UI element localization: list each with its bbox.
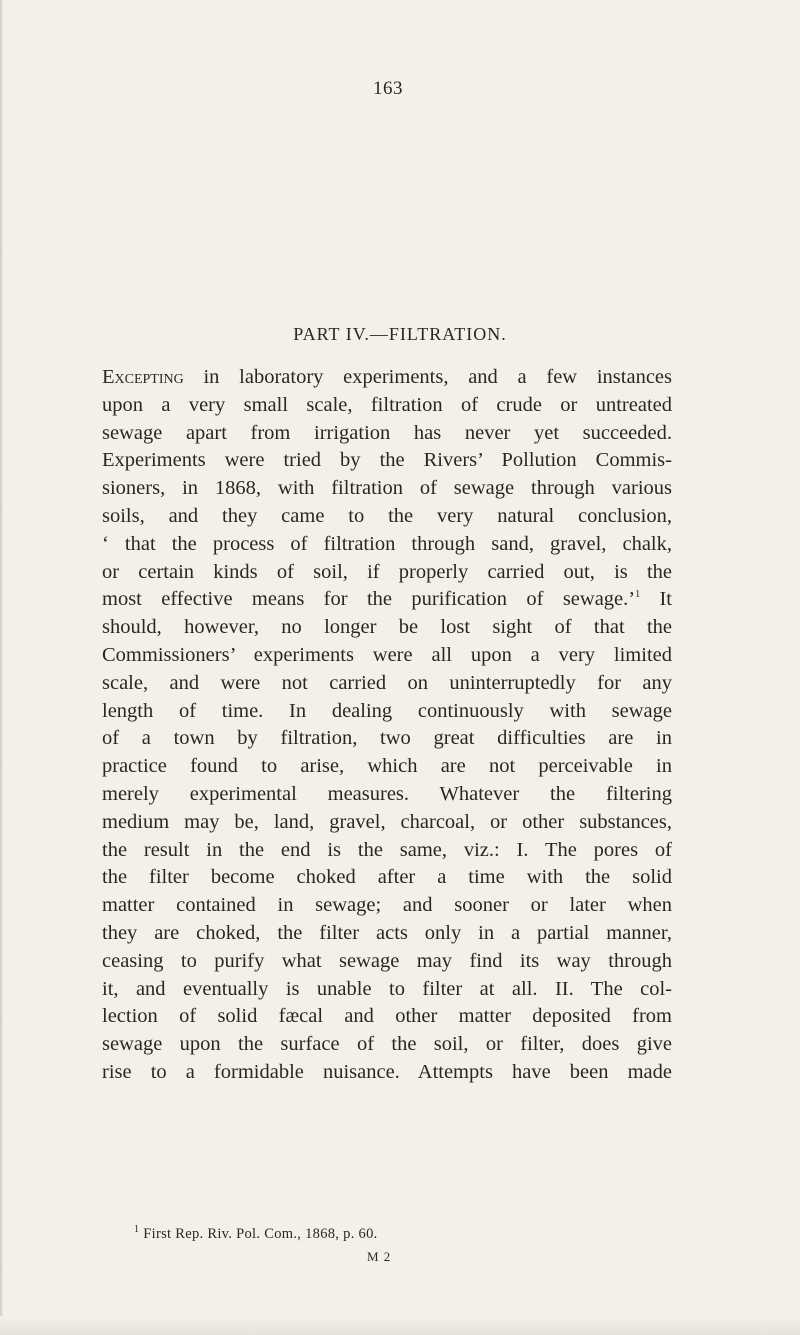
- text-line: or certain kinds of soil, if properly carried out, is the: [102, 560, 672, 583]
- text-line: scale, and were not carried on uninterruptedly for any: [102, 671, 672, 694]
- text-line: they are choked, the filter acts only in a partial manner,: [102, 921, 672, 944]
- text-line: ceasing to purify what sewage may find its way through: [102, 949, 672, 972]
- text-line: length of time. In dealing continuously with sewage: [102, 699, 672, 722]
- page-edge-left: [0, 0, 3, 1335]
- drop-word: Excepting: [102, 366, 184, 388]
- text-line: sioners, in 1868, with filtration of sewage through various: [102, 477, 672, 500]
- chapter-heading: PART IV.—FILTRATION.: [293, 324, 507, 344]
- text-line: most effective means for the purification of sewage.’$^1$ It: [102, 588, 673, 611]
- text-line: the result in the end is the same, viz.: I. The pores of: [102, 838, 672, 861]
- text-line: Excepting in laboratory experiments, and a few instances: [102, 366, 672, 388]
- signature-mark: M 2: [367, 1249, 392, 1264]
- text-line: ‘ that the process of filtration through sand, gravel, chalk,: [102, 532, 672, 555]
- text-line: medium may be, land, gravel, charcoal, or other substances,: [102, 810, 672, 833]
- page-edge-bottom: [0, 1316, 800, 1335]
- text-line: it, and eventually is unable to filter at all. II. The col-: [102, 977, 672, 1000]
- text-line: practice found to arise, which are not perceivable in: [102, 755, 672, 778]
- text-line: sewage apart from irrigation has never yet succeeded.: [102, 421, 672, 444]
- text-line: Commissioners’ experiments were all upon a very limited: [102, 643, 672, 666]
- text-line: merely experimental measures. Whatever the filtering: [102, 782, 672, 805]
- text-line: lection of solid fæcal and other matter deposited from: [102, 1005, 672, 1028]
- footnote-marker: 1: [134, 1224, 140, 1236]
- body-paragraph: [102, 364, 672, 1087]
- text-line: matter contained in sewage; and sooner or later when: [102, 894, 672, 917]
- page-number: 163: [373, 78, 403, 99]
- footnote-text: First Rep. Riv. Pol. Com., 1868, p. 60.: [143, 1226, 378, 1242]
- footnote-marker: 1: [635, 589, 641, 601]
- text-line: of a town by filtration, two great difficulties are in: [102, 727, 672, 750]
- text-line: upon a very small scale, filtration of crude or untreated: [102, 393, 672, 416]
- text-line: soils, and they came to the very natural conclusion,: [102, 504, 672, 527]
- text-line: sewage upon the surface of the soil, or filter, does give: [102, 1033, 672, 1056]
- text-line: the filter become choked after a time with the solid: [102, 866, 672, 889]
- footnote: [134, 1226, 654, 1243]
- text-line: should, however, no longer be lost sight of that the: [102, 616, 672, 639]
- text-line: rise to a formidable nuisance. Attempts have been made: [102, 1060, 672, 1083]
- text-line: Experiments were tried by the Rivers’ Pollution Commis-: [102, 449, 672, 472]
